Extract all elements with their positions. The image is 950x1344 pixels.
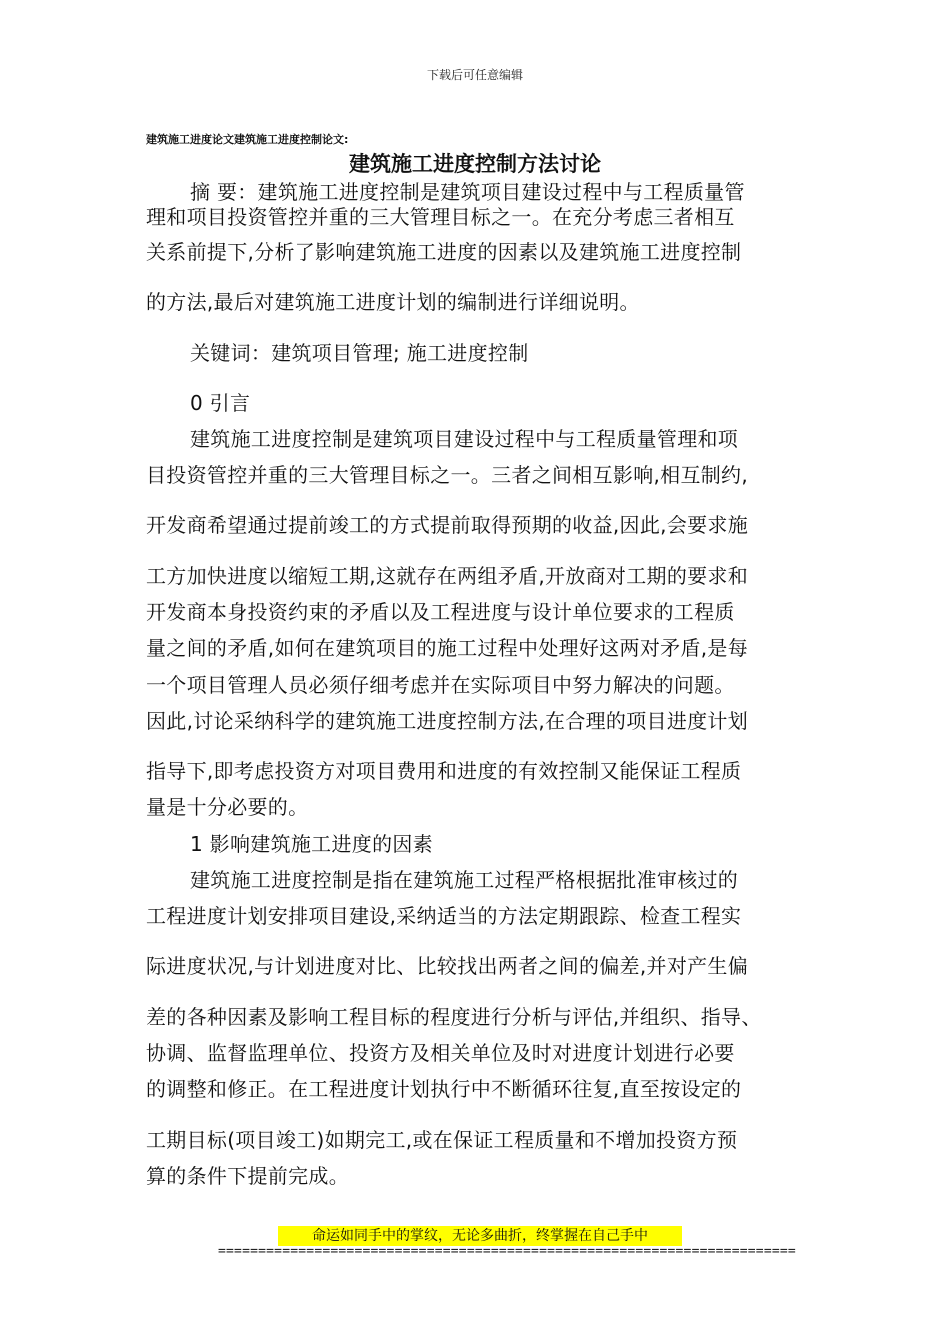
- body-line: 量之间的矛盾,如何在建筑项目的施工过程中处理好这两对矛盾,是每: [146, 636, 749, 660]
- body-line: 一个项目管理人员必须仔细考虑并在实际项目中努力解决的问题。: [146, 673, 735, 697]
- document-title: 建筑施工进度控制方法讨论: [349, 152, 601, 176]
- body-line: 建筑施工进度控制是建筑项目建设过程中与工程质量管理和项: [190, 427, 739, 451]
- body-line: 关系前提下,分析了影响建筑施工进度的因素以及建筑施工进度控制: [146, 240, 742, 264]
- body-line: 差的各种因素及影响工程目标的程度进行分析与评估,并组织、指导、: [146, 1005, 762, 1029]
- footer-motto: 命运如同手中的掌纹，无论多曲折，终掌握在自己手中: [278, 1226, 682, 1246]
- body-line: 的方法,最后对建筑施工进度计划的编制进行详细说明。: [146, 290, 640, 314]
- body-line: 因此,讨论采纳科学的建筑施工进度控制方法,在合理的项目进度计划: [146, 709, 749, 733]
- body-line: 量是十分必要的。: [146, 795, 309, 819]
- section-heading: 1 影响建筑施工进度的因素: [190, 832, 433, 856]
- body-line: 的调整和修正。在工程进度计划执行中不断循环往复,直至按设定的: [146, 1077, 742, 1101]
- body-line: 际进度状况,与计划进度对比、比较找出两者之间的偏差,并对产生偏: [146, 954, 749, 978]
- body-line: 目投资管控并重的三大管理目标之一。三者之间相互影响,相互制约,: [146, 463, 749, 487]
- footer-divider: ========================================================================: [218, 1244, 796, 1259]
- body-line: 工方加快进度以缩短工期,这就存在两组矛盾,开放商对工期的要求和: [146, 564, 749, 588]
- body-line: 建筑施工进度控制是指在建筑施工过程严格根据批准审核过的: [190, 868, 739, 892]
- body-line: 开发商希望通过提前竣工的方式提前取得预期的收益,因此,会要求施: [146, 513, 749, 537]
- document-subtitle: 建筑施工进度论文建筑施工进度控制论文:: [146, 133, 349, 146]
- keywords-line: 关键词：建筑项目管理; 施工进度控制: [190, 341, 529, 365]
- body-line: 工程进度计划安排项目建设,采纳适当的方法定期跟踪、检查工程实: [146, 904, 742, 928]
- section-heading: 0 引言: [190, 391, 251, 415]
- body-line: 摘 要：建筑施工进度控制是建筑项目建设过程中与工程质量管: [190, 180, 745, 204]
- header-note: 下载后可任意编辑: [426, 68, 523, 82]
- body-line: 开发商本身投资约束的矛盾以及工程进度与设计单位要求的工程质: [146, 600, 735, 624]
- body-line: 算的条件下提前完成。: [146, 1164, 349, 1188]
- body-line: 指导下,即考虑投资方对项目费用和进度的有效控制又能保证工程质: [146, 759, 742, 783]
- body-line: 理和项目投资管控并重的三大管理目标之一。在充分考虑三者相互: [146, 205, 735, 229]
- body-line: 工期目标(项目竣工)如期完工,或在保证工程质量和不增加投资方预: [146, 1128, 738, 1152]
- body-line: 协调、监督监理单位、投资方及相关单位及时对进度计划进行必要: [146, 1041, 735, 1065]
